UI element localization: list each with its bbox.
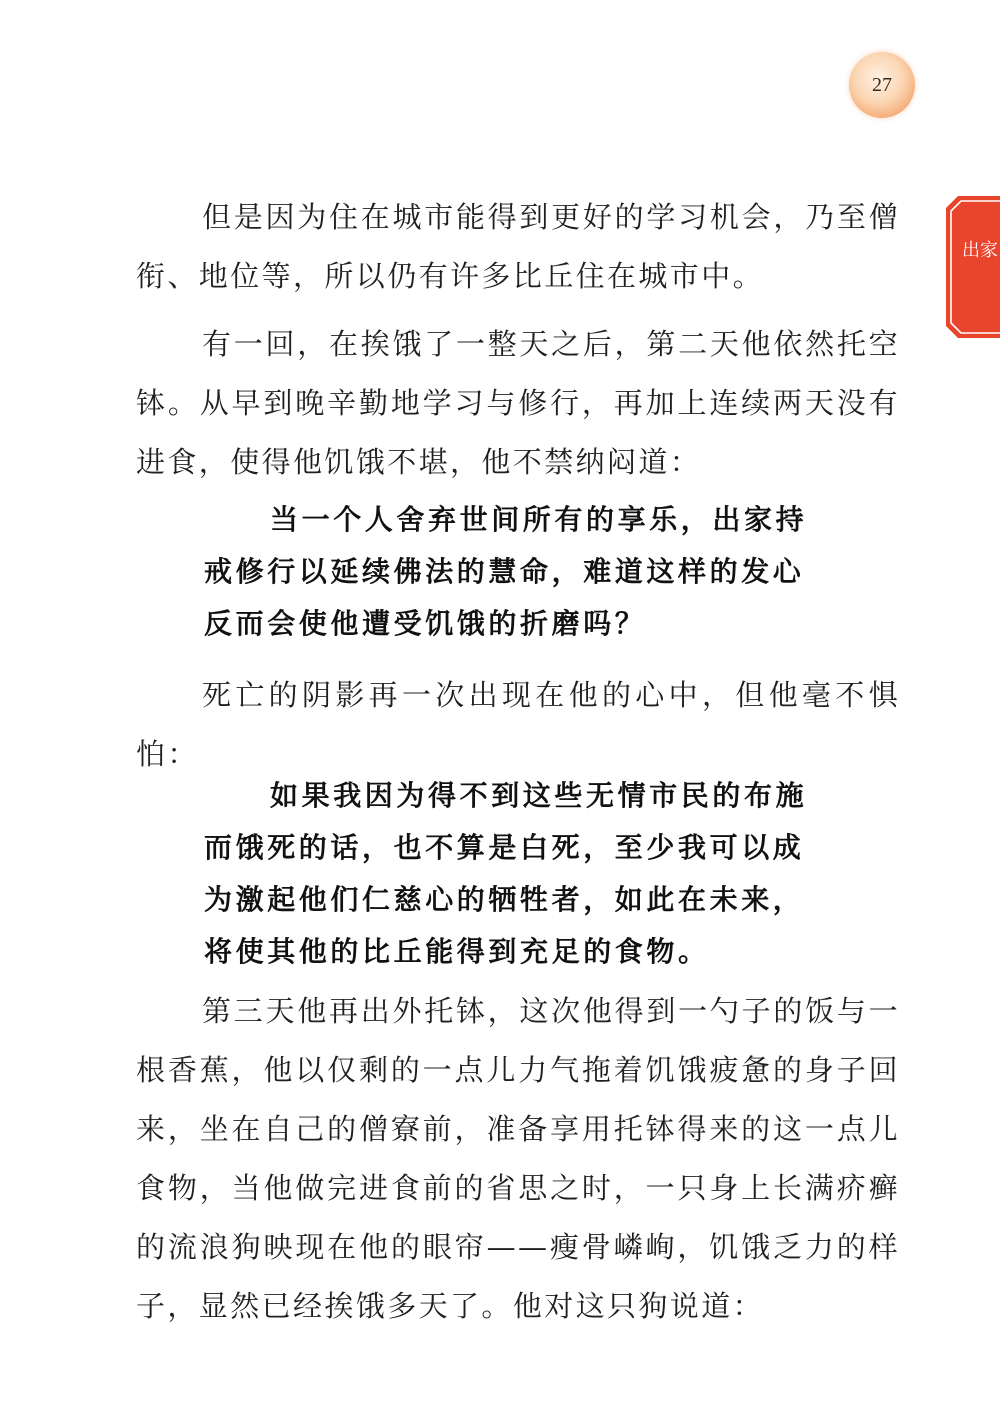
chapter-tab-label: 出家 <box>962 240 998 261</box>
body-paragraph: 第三天他再出外托钵，这次他得到一勺子的饭与一根香蕉，他以仅剩的一点儿力气拖着饥饿疲惫的身子回来，坐在自己的僧寮前，准备享用托钵得来的这一点儿食物，当他做完进食前的省思之时，一只身上长满疥癣的流浪狗映现在他的眼帘——瘦骨嶙峋，饥饿乏力的样子，显然已经挨饿多天了。他对这只狗说道： <box>136 994 900 1323</box>
body-paragraph: 有一回，在挨饿了一整天之后，第二天他依然托空钵。从早到晚辛勤地学习与修行，再加上连续两天没有进食，使得他饥饿不堪，他不禁纳闷道： <box>136 327 900 479</box>
chapter-tab <box>946 196 1000 338</box>
page-number-badge <box>849 52 915 118</box>
inner-thought-quote: 当一个人舍弃世间所有的享乐，出家持戒修行以延续佛法的慧命，难道这样的发心反而会使他遭受饥饿的折磨吗？ <box>204 503 808 640</box>
page-number: 27 <box>872 74 892 96</box>
inner-thought-quote: 如果我因为得不到这些无情市民的布施而饿死的话，也不算是白死，至少我可以成为激起他们仁慈心的牺牲者，如此在未来，将使其他的比丘能得到充足的食物。 <box>204 779 808 968</box>
chapter-tab-shape <box>946 196 1000 338</box>
body-paragraph: 但是因为住在城市能得到更好的学习机会，乃至僧衔、地位等，所以仍有许多比丘住在城市中。 <box>136 200 900 293</box>
body-paragraph: 死亡的阴影再一次出现在他的心中，但他毫不惧怕： <box>136 678 900 771</box>
